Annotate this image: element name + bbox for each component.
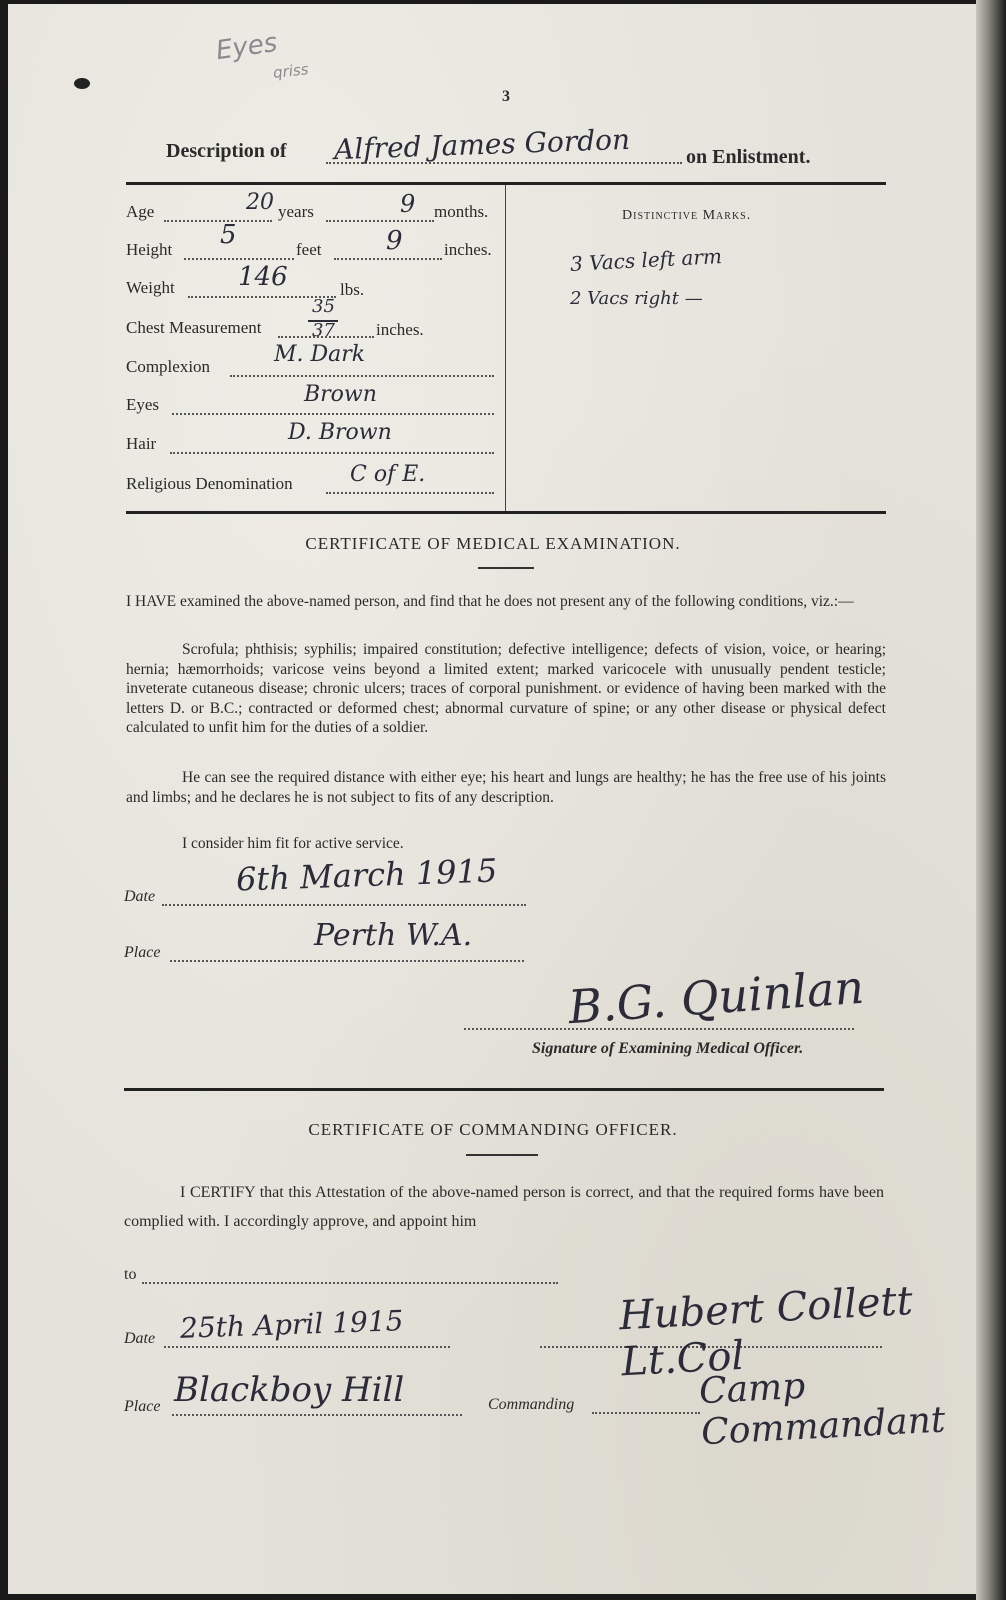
commanding-heading-underline (466, 1154, 538, 1156)
medical-place-label: Place (124, 944, 161, 961)
medical-place-dots (170, 960, 524, 962)
chest-label: Chest Measurement (126, 318, 262, 337)
religion-label: Religious Denomination (126, 474, 293, 493)
eyes-label: Eyes (126, 395, 160, 414)
eyes-dots (172, 413, 494, 415)
age-months-value: 9 (400, 190, 416, 218)
religion-value: C of E. (350, 462, 426, 487)
distinctive-marks-heading: Distinctive Marks. (622, 208, 752, 223)
medical-officer-signature: B.G. Quinlan (566, 959, 866, 1035)
commanding-to-label: to (124, 1266, 137, 1283)
age-years-label: years (278, 202, 314, 221)
column-divider (505, 185, 506, 511)
commanding-value: Camp Commandant (698, 1365, 947, 1454)
hair-value: D. Brown (288, 420, 392, 445)
medical-heading: CERTIFICATE OF MEDICAL EXAMINATION. (305, 534, 681, 553)
margin-note-sub: qriss (272, 60, 310, 82)
commanding-officer-signature: Hubert Collett Lt.Col (617, 1278, 914, 1386)
medical-bottom-rule (124, 1088, 884, 1091)
page-edge (976, 0, 1006, 1600)
weight-value: 146 (238, 262, 288, 292)
height-inches-value: 9 (386, 226, 403, 256)
height-label: Height (126, 240, 173, 259)
medical-date-label: Date (124, 888, 156, 905)
margin-note-eyes: Eyes (214, 27, 280, 67)
medical-place-value: Perth W.A. (314, 918, 473, 953)
complexion-value: M. Dark (274, 342, 366, 367)
commanding-dots (592, 1412, 700, 1414)
punch-hole-mark (74, 78, 90, 89)
page-number: 3 (502, 88, 510, 105)
height-feet-dots (184, 258, 294, 260)
commanding-heading: CERTIFICATE OF COMMANDING OFFICER. (308, 1120, 678, 1139)
eyes-value: Brown (304, 382, 377, 407)
medical-date-dots (162, 904, 526, 906)
commanding-date-label: Date (124, 1330, 156, 1347)
fields-bottom-rule (126, 511, 886, 514)
weight-label: Weight (126, 278, 175, 297)
age-years-value: 20 (246, 190, 274, 215)
medical-para-2: Scrofula; phthisis; syphilis; impaired constitution; defective intelligence; defects of vision, voice, or hearing; hernia; hæmorrhoids; varicose veins beyond a limited extent; marked varicocele with unusually pendent testicle; inveterate cutaneous disease; chronic ulcers; traces of corporal punishment. or evidence of having been marked with the letters D. or B.C.; contracted or deformed chest; abnormal curvature of spine; or any other disease or physical defect calculated to unfit him for the duties of a soldier. (126, 641, 886, 736)
commanding-place-label: Place (124, 1398, 161, 1415)
complexion-dots (230, 375, 494, 377)
age-label: Age (126, 202, 155, 221)
commanding-date-dots (164, 1346, 450, 1348)
commanding-place-dots (172, 1414, 462, 1416)
commanding-date-value: 25th April 1915 (179, 1304, 404, 1345)
medical-date-value: 6th March 1915 (235, 851, 498, 899)
description-prefix: Description of (166, 140, 287, 162)
medical-para-4: I consider him fit for active service. (182, 835, 404, 852)
age-months-label: months. (434, 202, 489, 221)
medical-heading-underline (478, 567, 534, 569)
medical-signature-dots (464, 1028, 854, 1030)
height-feet-value: 5 (220, 220, 237, 250)
medical-signature-caption: Signature of Examining Medical Officer. (532, 1040, 804, 1057)
chest-value-bottom: 37 (312, 320, 335, 341)
complexion-label: Complexion (126, 357, 211, 376)
recruit-name: Alfred James Gordon (333, 122, 631, 167)
chest-unit: inches. (376, 320, 424, 339)
chest-value-top: 35 (312, 296, 335, 317)
height-inches-label: inches. (444, 240, 492, 259)
commanding-to-dots (142, 1282, 558, 1284)
height-feet-label: feet (296, 240, 322, 259)
hair-label: Hair (126, 434, 157, 453)
commanding-label: Commanding (488, 1396, 575, 1413)
age-months-dots (326, 220, 434, 222)
medical-para-3: He can see the required distance with either eye; his heart and lungs are healthy; he has the free use of his joints and limbs; and he declares he is not subject to fits of any description. (126, 769, 886, 806)
commanding-place-value: Blackboy Hill (174, 1370, 405, 1410)
age-years-dots (164, 220, 272, 222)
description-suffix: on Enlistment. (686, 146, 811, 168)
hair-dots (170, 452, 494, 454)
medical-para-1: I HAVE examined the above-named person, and find that he does not present any of the following conditions, viz.:— (126, 593, 854, 610)
commanding-para-1: I CERTIFY that this Attestation of the above-named person is correct, and that the required forms have been complied with. I accordingly approve, and appoint him (124, 1184, 884, 1230)
attestation-page (8, 4, 978, 1594)
religion-dots (326, 492, 494, 494)
weight-unit: lbs. (340, 280, 365, 299)
distinctive-mark-1: 3 Vacs left arm (569, 244, 723, 276)
distinctive-mark-2: 2 Vacs right — (570, 288, 703, 309)
height-inches-dots (334, 258, 442, 260)
top-rule (126, 182, 886, 185)
